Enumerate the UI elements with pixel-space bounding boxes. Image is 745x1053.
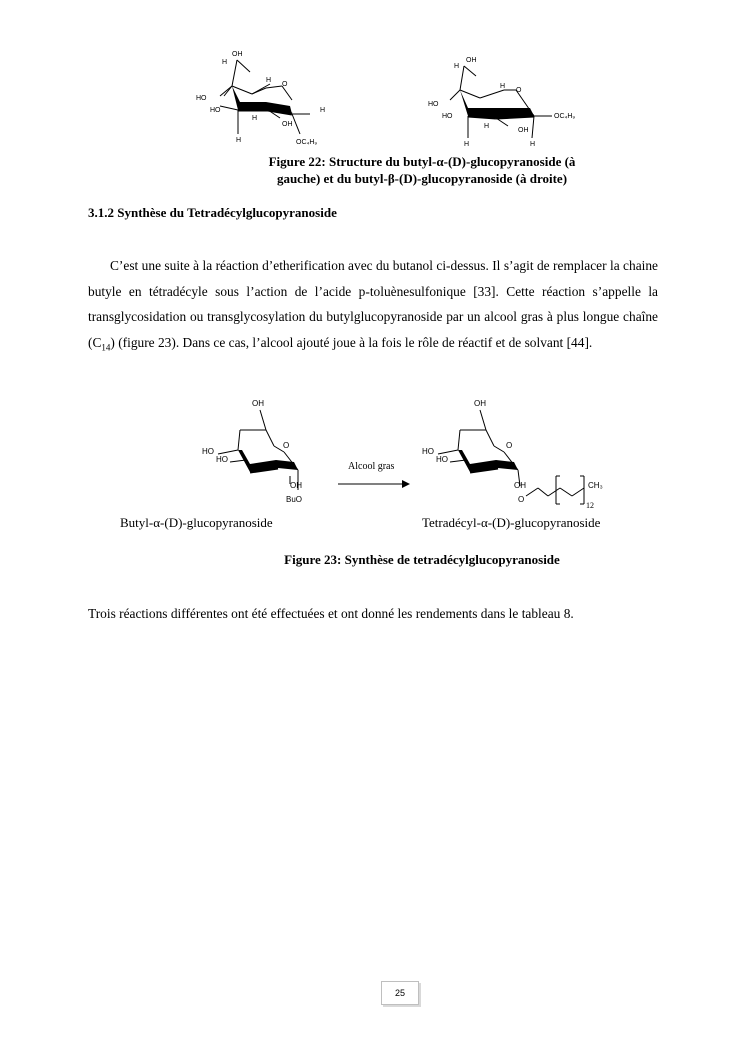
beta-oh-label: OH bbox=[518, 127, 529, 134]
paragraph-text: C’est une suite à la réaction d’etherification avec du butanol ci-dessus. Il s’agit de remplacer la chaine butyle en tétradécyle sous l’action de l’acide p-toluènesulfonique [33]. Cette réaction s’appelle la transglycosidation ou transglycosylation du butylglucopyranoside par un alcool gras à plus longue chaîne (C bbox=[88, 258, 658, 350]
beta-h-label: H bbox=[484, 123, 490, 130]
reactant-butoxy-label: BuO bbox=[286, 495, 303, 504]
beta-oh-label: OH bbox=[466, 57, 477, 64]
page-number-text: 25 bbox=[394, 988, 405, 998]
carbon-count-subscript: 14 bbox=[101, 342, 111, 353]
product-ho-label: HO bbox=[422, 447, 434, 456]
beta-ring-oxygen-label: O bbox=[516, 87, 522, 94]
repeat-count-label: 12 bbox=[586, 501, 594, 510]
alpha-h-label: H bbox=[252, 115, 258, 122]
page-number bbox=[381, 981, 419, 1005]
beta-butoxy-label: OC₄H₉ bbox=[554, 113, 576, 120]
alpha-h-label: H bbox=[320, 107, 326, 114]
methyl-label: CH₃ bbox=[588, 481, 603, 490]
reactant-ring-oxygen-label: O bbox=[283, 441, 290, 450]
figure-22-caption-line1: Figure 22: Structure du butyl-α-(D)-glucopyranoside (à bbox=[268, 154, 576, 169]
beta-ho-label: HO bbox=[428, 101, 439, 108]
beta-h-label: H bbox=[454, 63, 460, 70]
reactant-name: Butyl-α-(D)-glucopyranoside bbox=[120, 515, 273, 530]
beta-h-label: H bbox=[530, 141, 536, 148]
product-oh-label: OH bbox=[514, 481, 526, 490]
reactant-ho-label: HO bbox=[216, 455, 228, 464]
reaction-arrow-label: Alcool gras bbox=[348, 461, 395, 472]
product-ether-oxygen-label: O bbox=[518, 495, 525, 504]
product-name: Tetradécyl-α-(D)-glucopyranoside bbox=[422, 515, 601, 530]
alpha-glucopyranoside-structure bbox=[192, 44, 342, 150]
figure-22-caption bbox=[200, 153, 644, 187]
beta-glucopyranoside-structure bbox=[424, 52, 594, 150]
product-ho-label: HO bbox=[436, 455, 448, 464]
beta-ho-label: HO bbox=[442, 113, 453, 120]
alpha-h-label: H bbox=[222, 59, 228, 66]
alpha-butoxy-label: OC₄H₉ bbox=[296, 139, 318, 146]
paragraph-text: ) (figure 23). Dans ce cas, l’alcool ajouté joue à la fois le rôle de réactif et de solvant [44]. bbox=[110, 334, 593, 350]
product-ring-oxygen-label: O bbox=[506, 441, 513, 450]
figure-22-caption-line2: gauche) et du butyl-β-(D)-glucopyranoside (à droite) bbox=[276, 171, 568, 186]
alpha-h-label: H bbox=[236, 137, 242, 144]
alpha-ho-label: HO bbox=[210, 107, 221, 114]
body-paragraph bbox=[88, 253, 658, 361]
beta-h-label: H bbox=[500, 83, 506, 90]
reactant-ho-label: HO bbox=[202, 447, 214, 456]
alpha-ring-oxygen-label: O bbox=[282, 81, 288, 88]
transglycosidation-scheme bbox=[190, 396, 620, 511]
alpha-h-label: H bbox=[266, 77, 272, 84]
alpha-oh-label: OH bbox=[232, 51, 243, 58]
reactant-oh-label: OH bbox=[252, 399, 264, 408]
section-heading: 3.1.2 Synthèse du Tetradécylglucopyranoside bbox=[88, 205, 337, 220]
reactant-oh-label: OH bbox=[290, 481, 302, 490]
product-oh-label: OH bbox=[474, 399, 486, 408]
beta-h-label: H bbox=[464, 141, 470, 148]
alpha-ho-label: HO bbox=[196, 95, 207, 102]
closing-paragraph: Trois réactions différentes ont été effectuées et ont donné les rendements dans le tableau 8. bbox=[88, 606, 574, 621]
figure-23-caption: Figure 23: Synthèse de tetradécylglucopyranoside bbox=[284, 552, 560, 567]
alpha-oh-label: OH bbox=[282, 121, 293, 128]
